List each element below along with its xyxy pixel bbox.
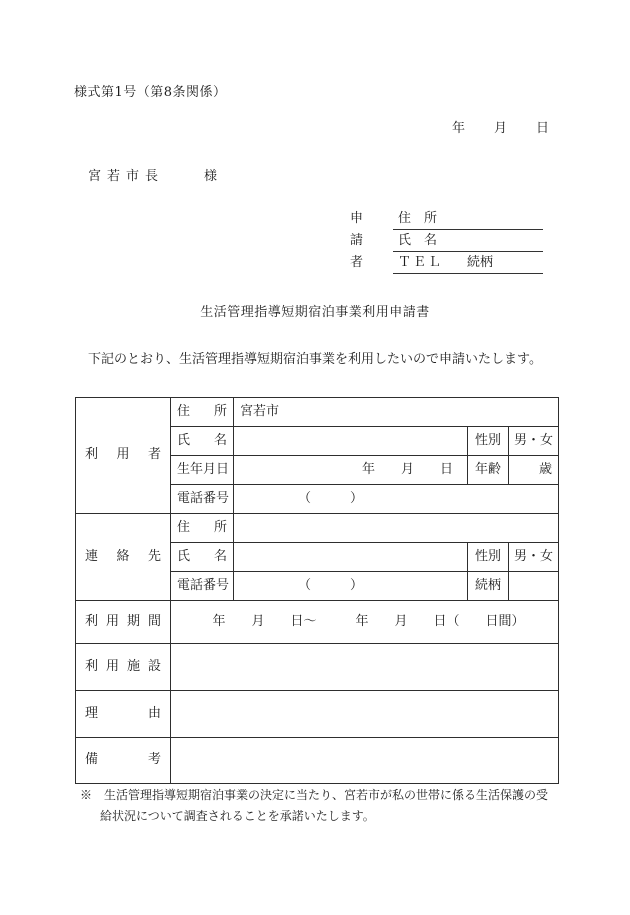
facility-row xyxy=(76,644,559,691)
user-birth-label: 生年月日 xyxy=(171,456,234,485)
contact-address-row xyxy=(76,514,559,543)
user-group-label: 利用者 xyxy=(76,398,171,514)
applicant-tel-label: ＴＥＬ xyxy=(398,255,444,270)
contact-tel-value: （ ） xyxy=(234,572,468,601)
user-birth-value: 年 月 日 xyxy=(234,456,468,485)
user-age-unit: 歳 xyxy=(509,456,559,485)
period-label: 利用期間 xyxy=(76,601,171,644)
facility-value xyxy=(171,644,559,691)
contact-name-label: 氏名 xyxy=(171,543,234,572)
contact-sex-label: 性別 xyxy=(468,543,509,572)
form-title: 生活管理指導短期宿泊事業利用申請書 xyxy=(200,305,430,320)
applicant-relation-label: 続柄 xyxy=(467,255,494,270)
contact-tel-label: 電話番号 xyxy=(171,572,234,601)
reason-row xyxy=(76,691,559,738)
contact-relation-value xyxy=(509,572,559,601)
addressee-honorific: 様 xyxy=(204,169,218,184)
remarks-label: 備考 xyxy=(76,738,171,784)
footnote xyxy=(80,785,565,827)
period-row xyxy=(76,601,559,644)
user-tel-label: 電話番号 xyxy=(171,485,234,514)
user-address-value: 宮若市 xyxy=(234,398,559,427)
user-sex-label: 性別 xyxy=(468,427,509,456)
contact-sex-value: 男・女 xyxy=(509,543,559,572)
addressee: 宮若市長 xyxy=(88,169,165,184)
period-value: 年 月 日～ 年 月 日（ 日間） xyxy=(171,601,559,644)
application-table xyxy=(75,397,559,784)
application-table-wrap xyxy=(75,397,559,784)
footnote-line1: ※ 生活管理指導短期宿泊事業の決定に当たり、宮若市が私の世帯に係る生活保護の受 xyxy=(80,788,549,802)
intro-statement: 下記のとおり、生活管理指導短期宿泊事業を利用したいので申請いたします。 xyxy=(88,352,542,367)
contact-address-label: 住所 xyxy=(171,514,234,543)
applicant-name-label: 氏 名 xyxy=(398,233,438,248)
date-line: 年 月 日 xyxy=(451,121,550,136)
reason-label: 理由 xyxy=(76,691,171,738)
user-sex-value: 男・女 xyxy=(509,427,559,456)
applicant-label: 申請者 xyxy=(350,211,364,270)
user-name-value xyxy=(234,427,468,456)
user-tel-value: （ ） xyxy=(234,485,559,514)
form-number: 様式第1号（第8条関係） xyxy=(74,85,227,100)
addressee-line xyxy=(88,168,217,186)
contact-group-label: 連絡先 xyxy=(76,514,171,601)
facility-label: 利用施設 xyxy=(76,644,171,691)
applicant-fields xyxy=(393,208,543,274)
remarks-row xyxy=(76,738,559,784)
user-name-label: 氏名 xyxy=(171,427,234,456)
applicant-address-label: 住 所 xyxy=(398,211,438,226)
reason-value xyxy=(171,691,559,738)
user-age-label: 年齢 xyxy=(468,456,509,485)
user-address-label: 住所 xyxy=(171,398,234,427)
applicant-address-row xyxy=(393,208,543,230)
applicant-name-row xyxy=(393,230,543,252)
contact-name-value xyxy=(234,543,468,572)
contact-address-value xyxy=(234,514,559,543)
applicant-tel-row xyxy=(393,252,543,274)
remarks-value xyxy=(171,738,559,784)
contact-relation-label: 続柄 xyxy=(468,572,509,601)
user-address-row xyxy=(76,398,559,427)
footnote-line2: 給状況について調査されることを承諾いたします。 xyxy=(100,809,375,823)
